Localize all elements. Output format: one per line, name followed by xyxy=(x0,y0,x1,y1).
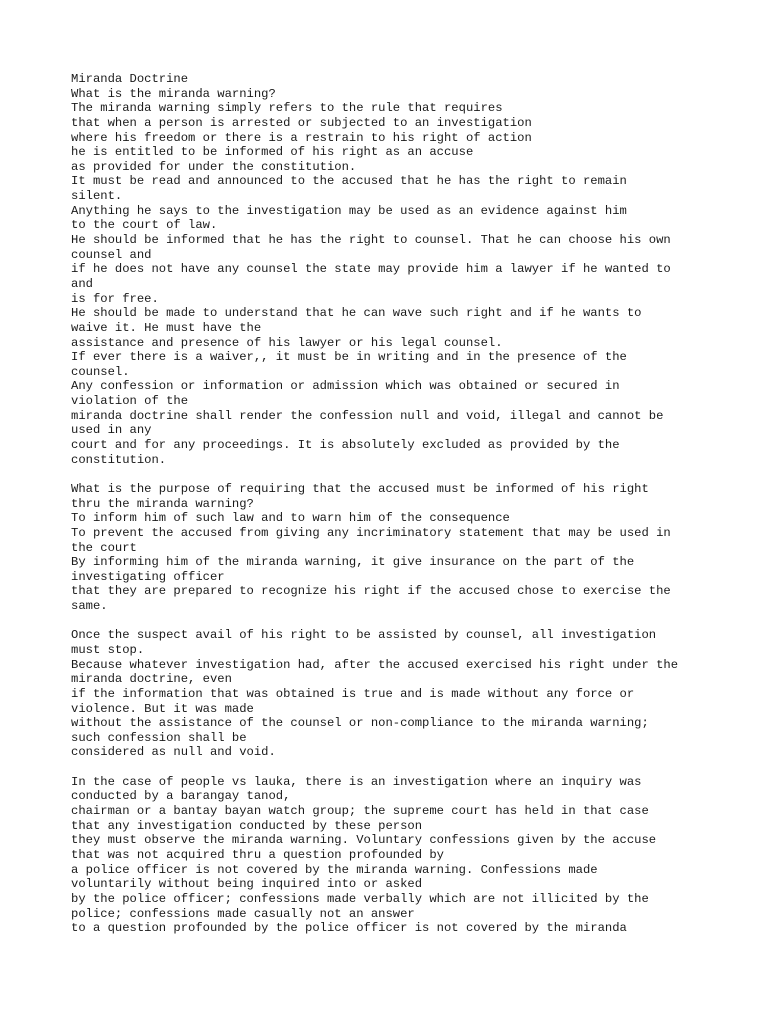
text-line: He should be made to understand that he can wave such right and if he wants to xyxy=(71,306,642,321)
text-line: Any confession or information or admission which was obtained or secured in xyxy=(71,379,620,394)
text-line: violence. But it was made xyxy=(71,701,254,716)
text-line: if the information that was obtained is true and is made without any force or xyxy=(71,686,635,701)
text-line: a police officer is not covered by the miranda warning. Confessions made xyxy=(71,862,598,877)
text-line: that any investigation conducted by these person xyxy=(71,818,423,833)
text-line: Once the suspect avail of his right to be assisted by counsel, all investigation xyxy=(71,628,657,643)
text-line: To inform him of such law and to warn him of the consequence xyxy=(71,511,510,526)
text-line: as provided for under the constitution. xyxy=(71,159,357,174)
text-line: where his freedom or there is a restrain to his right of action xyxy=(71,130,532,145)
text-line: to a question profounded by the police officer is not covered by the miranda xyxy=(71,921,627,936)
text-line: violation of the xyxy=(71,394,189,409)
document-body xyxy=(71,72,731,936)
text-line: waive it. He must have the xyxy=(71,320,262,335)
text-line: Because whatever investigation had, after the accused exercised his right under the xyxy=(71,657,679,672)
text-line: counsel and xyxy=(71,247,152,262)
text-line: silent. xyxy=(71,189,123,204)
text-line: conducted by a barangay tanod, xyxy=(71,789,291,804)
text-line xyxy=(71,614,731,629)
text-line: that when a person is arrested or subjected to an investigation xyxy=(71,115,532,130)
text-line: miranda doctrine shall render the confession null and void, illegal and cannot be xyxy=(71,408,664,423)
text-line: To prevent the accused from giving any incriminatory statement that may be used in xyxy=(71,525,671,540)
text-line: must stop. xyxy=(71,642,145,657)
text-line: without the assistance of the counsel or non-compliance to the miranda warning; xyxy=(71,716,649,731)
text-line: What is the purpose of requiring that the accused must be informed of his right xyxy=(71,481,649,496)
text-line: chairman or a bantay bayan watch group; the supreme court has held in that case xyxy=(71,804,649,819)
text-line: If ever there is a waiver,, it must be in writing and in the presence of the xyxy=(71,350,627,365)
text-line: considered as null and void. xyxy=(71,745,276,760)
text-line: they must observe the miranda warning. Voluntary confessions given by the accuse xyxy=(71,833,657,848)
text-line: if he does not have any counsel the state may provide him a lawyer if he wanted to xyxy=(71,262,671,277)
text-line: same. xyxy=(71,599,108,614)
text-line: court and for any proceedings. It is absolutely excluded as provided by the xyxy=(71,438,620,453)
text-line: by the police officer; confessions made verbally which are not illicited by the xyxy=(71,891,649,906)
text-line: In the case of people vs lauka, there is an investigation where an inquiry was xyxy=(71,774,642,789)
document-title: Miranda Doctrine xyxy=(71,72,189,86)
text-line: and xyxy=(71,276,93,291)
text-line: police; confessions made casually not an answer xyxy=(71,906,415,921)
text-line: assistance and presence of his lawyer or his legal counsel. xyxy=(71,335,503,350)
text-line: that they are prepared to recognize his right if the accused chose to exercise the xyxy=(71,584,671,599)
text-line: Anything he says to the investigation may be used as an evidence against him xyxy=(71,203,627,218)
text-line: He should be informed that he has the right to counsel. That he can choose his own xyxy=(71,233,671,248)
text-line: used in any xyxy=(71,423,152,438)
text-line: By informing him of the miranda warning, it give insurance on the part of the xyxy=(71,555,635,570)
text-line: It must be read and announced to the accused that he has the right to remain xyxy=(71,174,627,189)
text-line: thru the miranda warning? xyxy=(71,496,254,511)
text-line: voluntarily without being inquired into or asked xyxy=(71,877,423,892)
text-line xyxy=(71,760,731,775)
text-line: counsel. xyxy=(71,364,130,379)
text-line: What is the miranda warning? xyxy=(71,86,276,101)
text-line: The miranda warning simply refers to the rule that requires xyxy=(71,101,503,116)
text-line: investigating officer xyxy=(71,569,225,584)
text-line: constitution. xyxy=(71,452,167,467)
text-line: the court xyxy=(71,540,137,555)
text-line: to the court of law. xyxy=(71,218,218,233)
text-line: he is entitled to be informed of his right as an accuse xyxy=(71,145,474,160)
text-line: miranda doctrine, even xyxy=(71,672,232,687)
text-line: that was not acquired thru a question profounded by xyxy=(71,847,444,862)
text-line xyxy=(71,467,731,482)
text-line: is for free. xyxy=(71,291,159,306)
text-line: such confession shall be xyxy=(71,730,247,745)
